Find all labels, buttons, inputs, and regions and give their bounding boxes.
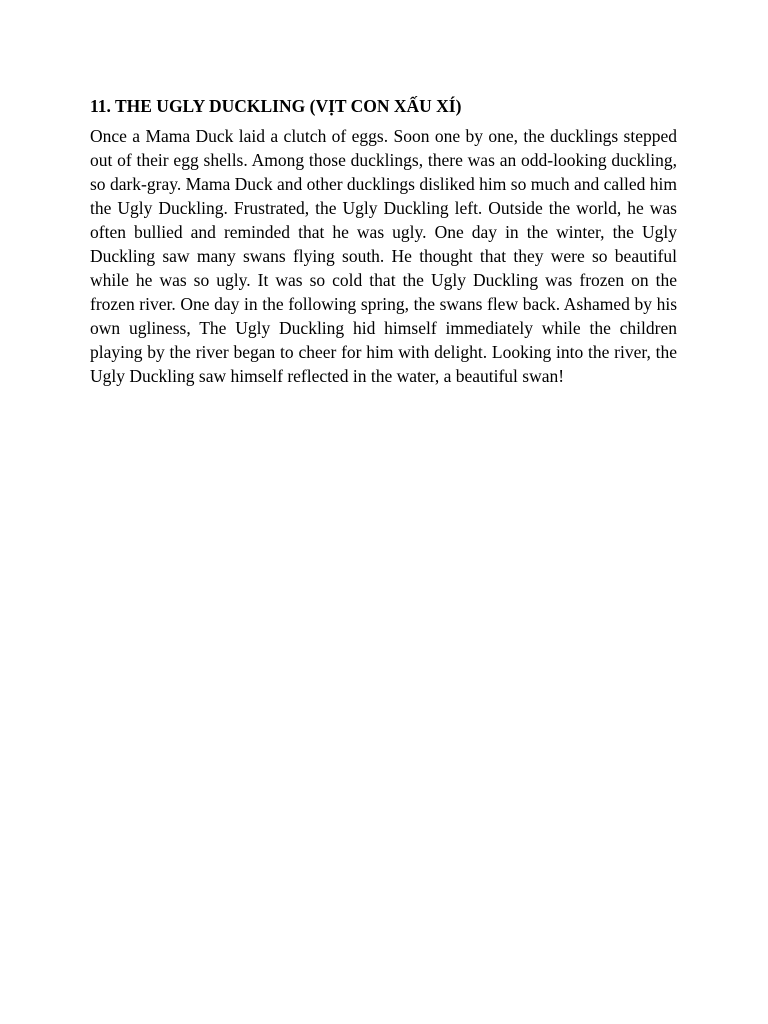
story-paragraph: Once a Mama Duck laid a clutch of eggs. Soon one by one, the ducklings stepped out of their egg shells. Among those ducklings, there was an odd-looking duckling, so dark-gray. Mama Duck and other ducklings disliked him so much and called him the Ugly Duckling. Frustrated, the Ugly Duckling left. Outside the world, he was often bullied and reminded that he was ugly. One day in the winter, the Ugly Duckling saw many swans flying south. He thought that they were so beautiful while he was so ugly. It was so cold that the Ugly Duckling was frozen on the frozen river. One day in the following spring, the swans flew back. Ashamed by his own ugliness, The Ugly Duckling hid himself immediately while the children playing by the river began to cheer for him with delight. Looking into the river, the Ugly Duckling saw himself reflected in the water, a beautiful swan! <box>90 126 677 386</box>
story-title: 11. THE UGLY DUCKLING (VỊT CON XẤU XÍ) <box>90 96 462 116</box>
document-content <box>90 94 677 388</box>
